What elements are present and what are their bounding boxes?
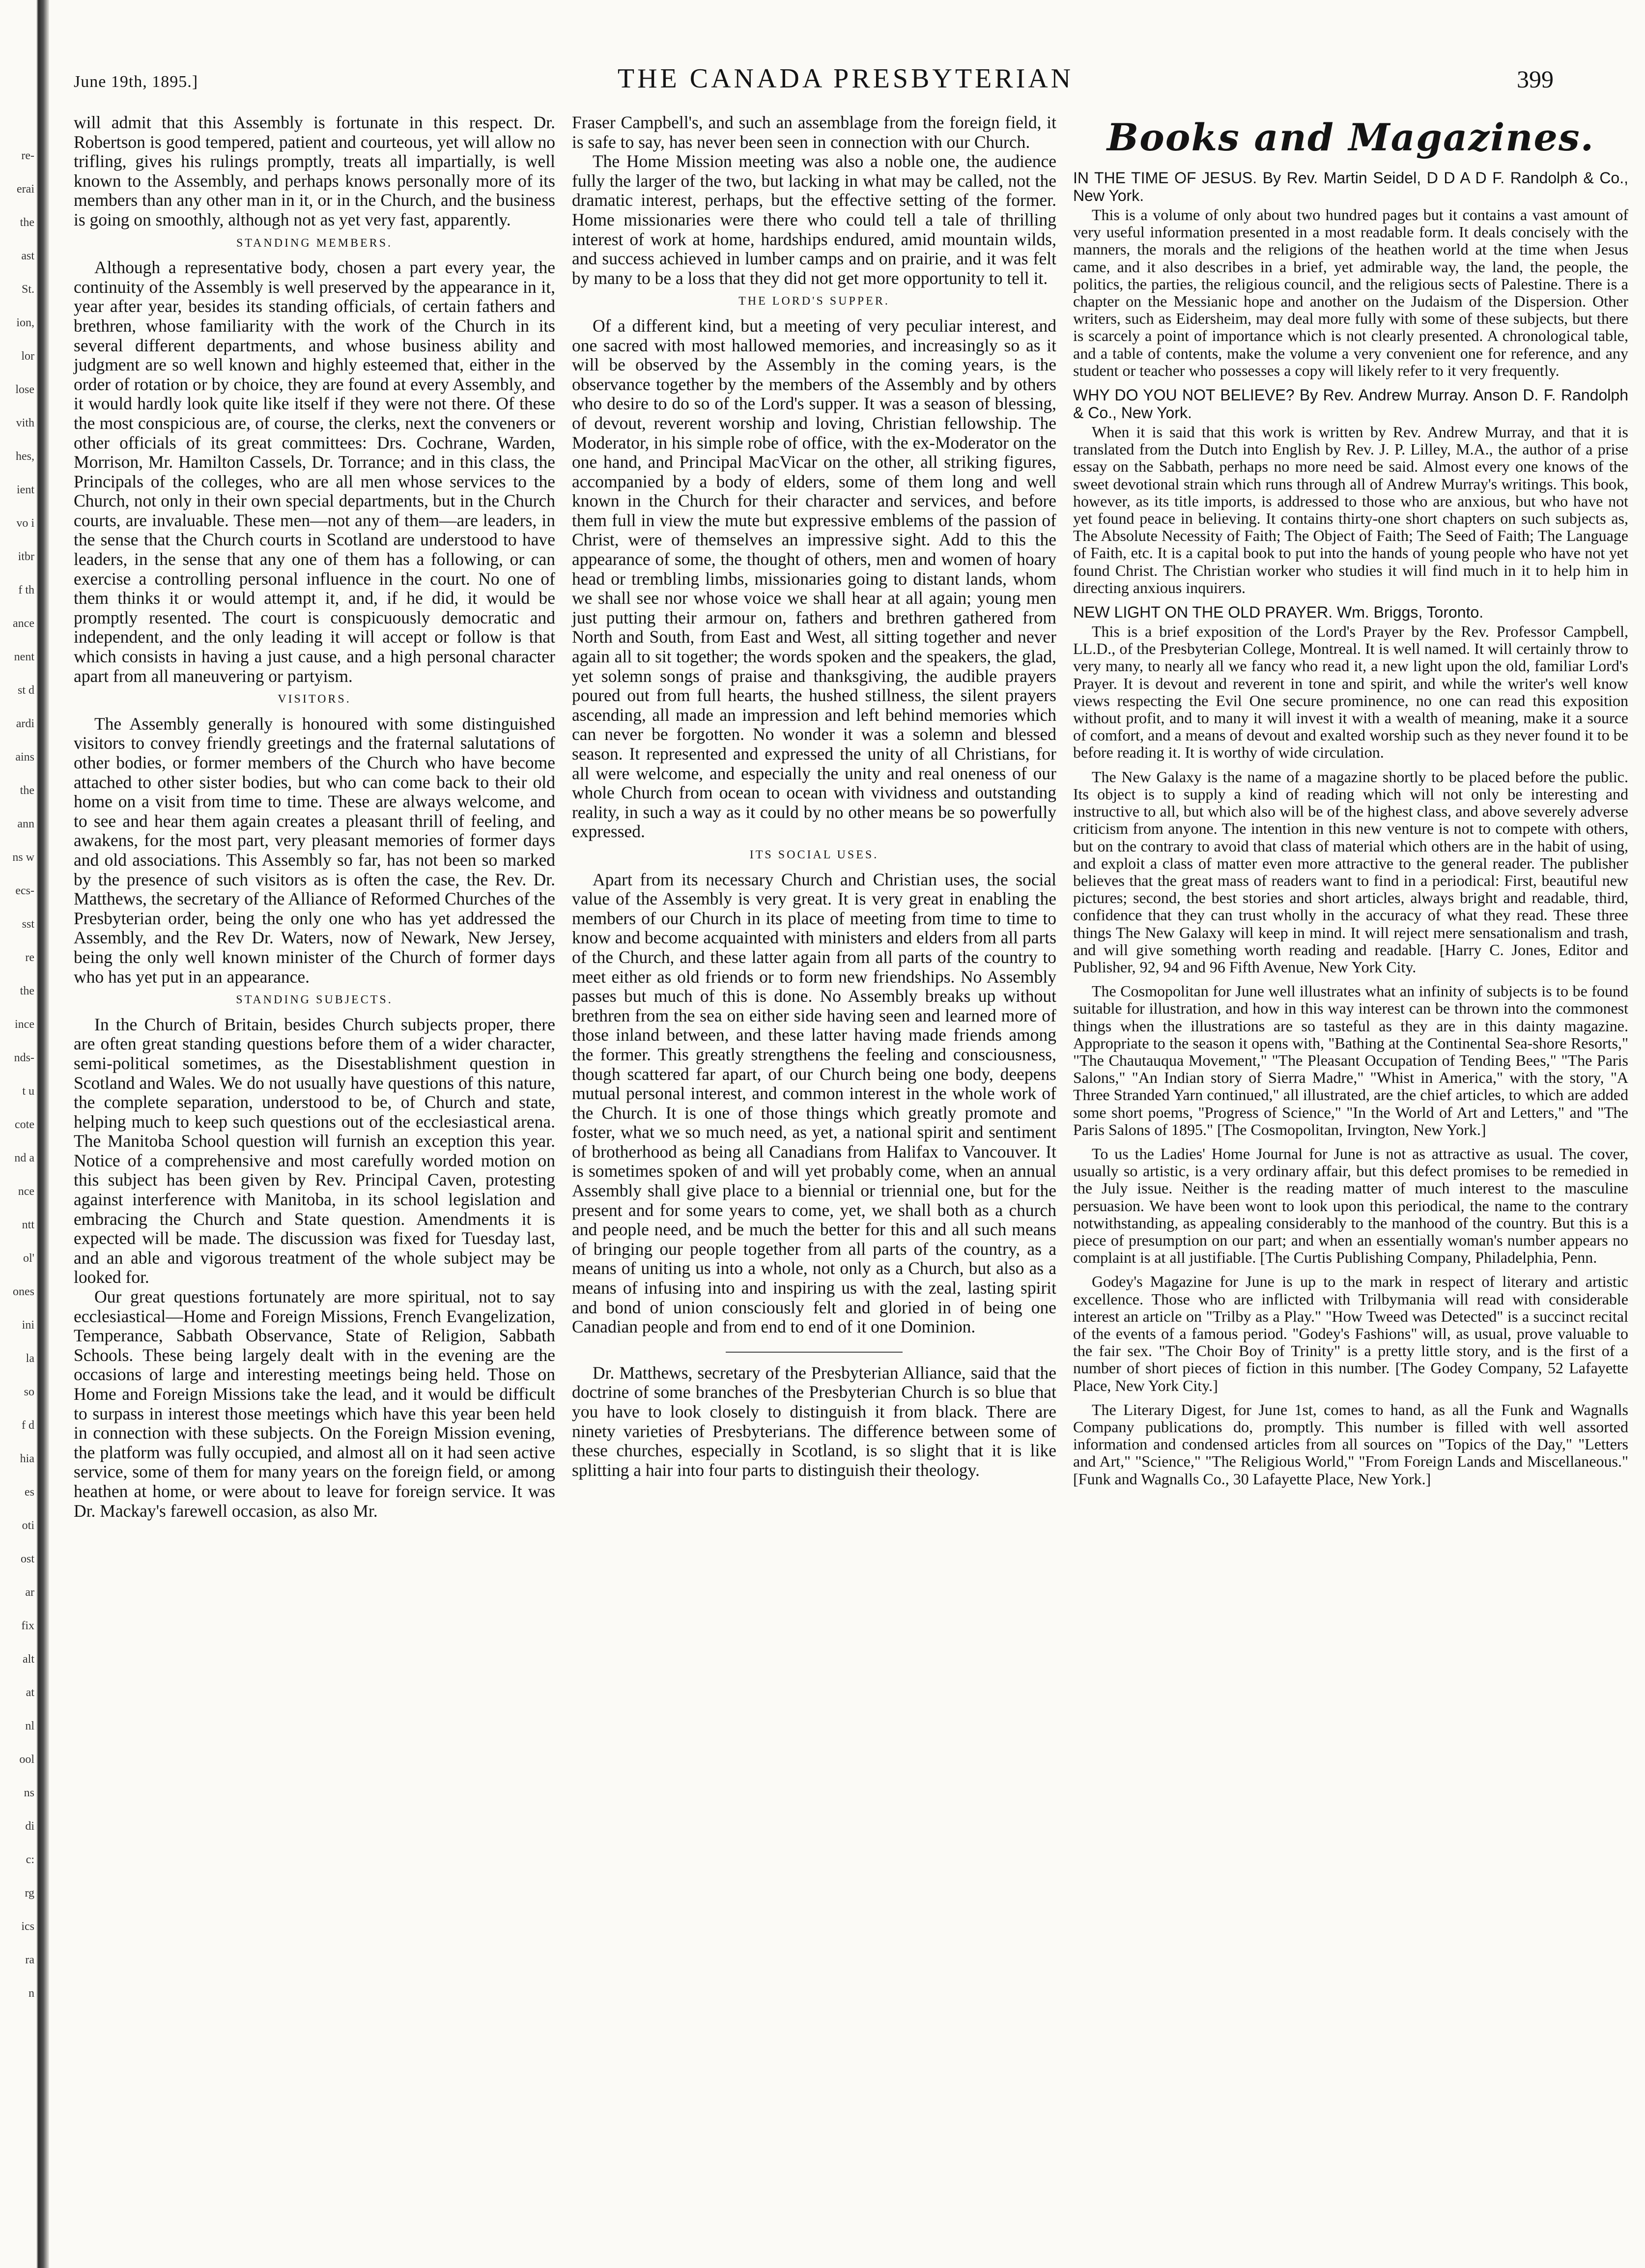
magazine-note: The Literary Digest, for June 1st, comes to hand, as all the Funk and Wagnalls Company publications do, promptly. This number is filled with well assorted information and condensed articles from all sources on "Topics of the Day," "Letters and Art," "Science," "The Religious World," "From Foreign Lands and Miscellaneous." [Funk and Wagnalls Co., 30 Lafayette Place, New York.] [1073,1400,1628,1488]
margin-fragment: St. [21,283,34,296]
paragraph: Dr. Matthews, secretary of the Presbyterian Alliance, said that the doctrine of some branches of the Presbyterian Church is so blue that you have to look closely to distinguish it from black. There are ninety varieties of Presbyterians. The difference between some of these churches, especially in Scotland, is so slight that it is like splitting a hair into four parts to distinguish their theology. [572,1362,1056,1480]
margin-fragment: ecs- [15,884,34,897]
margin-fragment: ics [21,1920,34,1933]
column-3-books-and-magazines [1073,113,1628,1495]
margin-fragment: ains [15,751,34,764]
paragraph: will admit that this Assembly is fortunate in this respect. Dr. Robertson is good tempered, patient and courteous, yet will allow no trifling, gives his rulings promptly, treats all impartially, is well known to the Assembly, and perhaps knows personally more of its members than any other man in it, or in the Church, and the business is going on smoothly, although not as yet very fast, apparently. [74,113,555,229]
paragraph: Apart from its necessary Church and Christian uses, the social value of the Assembly is very great. It is very great in enabling the members of our Church in its place of meeting from time to time to know and become acquainted with ministers and elders from all parts of the Church, and these latter again from all parts of the country to meet either as old friends or to form new friendships. No Assembly passes but much of this is done. No Assembly breaks up without brethren from the sea on either side having seen and learned more of those inland between, and these latter having made friends among the former. This greatly strengthens the feeling and consciousness, though scattered far apart, of our Church being one body, deepens mutual personal interest, and common interest in the whole work of the Church. It is one of those things which greatly promote and foster, what we so much need, as yet, a national spirit and sentiment of brotherhood as being all Canadians from Halifax to Vancouver. It is sometimes spoken of and will yet probably come, when an annual Assembly shall give place to a biennial or triennial one, but for the present and for some years to come, yet, we shall both as a church and people need, and be much the better for this and all such means of bringing our people together from all parts of the country, as a means of uniting us into a whole, not only as a Church, but also as a means of infusing into and inspiring us with the zeal, lasting spirit and bond of union consciously felt and gloried in of being one Canadian people and from end to end of it one Dominion. [572,869,1056,1337]
margin-fragment: sst [22,918,34,931]
review-title: NEW LIGHT ON THE OLD PRAYER. Wm. Briggs, Toronto. [1073,603,1484,622]
margin-fragment: itbr [18,550,34,563]
margin-fragment: alt [23,1653,34,1666]
margin-fragment: re- [21,149,34,162]
column-1 [74,113,555,1521]
magazine-note: The Cosmopolitan for June well illustrates what an infinity of subjects is to be found suitable for illustration, and how in this way interest can be thrown into the commonest things when the illustrations are so tasteful as they are in this dainty magazine. Appropriate to the season it opens with, "Bathing at the Continental Sea-shore Resorts," "The Chautauqua Movement," "The Pleasant Occupation of Tending Bees," "The Paris Salons," "An Indian story of Sierra Madre," "Whist in America," with the story, "A Three Stranded Yarn continued," all illustrated, are the chief articles, to which are added some short poems, "Progress of Science," "In the World of Art and Letters," and "The Paris Salons of 1895." [The Cosmopolitan, Irvington, New York.] [1073,982,1628,1138]
margin-fragment: hia [20,1452,34,1465]
margin-fragment: so [24,1386,34,1398]
magazine-note: Godey's Magazine for June is up to the mark in respect of literary and artistic excellence. Those who are inflicted with Trilbymania will read with considerable interest an article on "Trilby as a Play." "How Tweed was Detected" is a succinct recital of the events of a famous period. "Godey's Fashions" will, as usual, prove valuable to the fair sex. "The Choir Boy of Trinity" is a pretty little story, and is the first of a number of short pieces of fiction in this number. [The Godey Company, 52 Lafayette Place, New York City.] [1073,1273,1628,1394]
column-2 [572,113,1056,1480]
paragraph: Our great questions fortunately are more spiritual, not to say ecclesiastical—Home and Foreign Missions, French Evangelization, Temperance, Sabbath Observance, State of Religion, Sabbath Schools. These being largely dealt with in the evening are the occasions of large and interesting meetings being held. Those on Home and Foreign Missions take the lead, and it would be difficult to surpass in interest those meetings which have this year been held in connection with these subjects. On the Foreign Mission evening, the platform was fully occupied, and almost all on it had seen active service, some of them for many years on the foreign field, or among heathen at home, or were about to leave for foreign service. It was Dr. Mackay's farewell occasion, as also Mr. [74,1287,555,1521]
paragraph: Fraser Campbell's, and such an assemblage from the foreign field, it is safe to say, has never been seen in connection with our Church. [572,113,1056,152]
margin-fragment: ool [19,1753,34,1766]
margin-fragment: n [28,1987,34,2000]
margin-fragment: t u [22,1085,34,1098]
margin-fragment: ast [21,250,34,262]
margin-fragment: nl [25,1720,34,1732]
margin-fragment: erai [17,183,34,196]
page-number: 399 [1517,65,1554,93]
margin-fragment: f d [22,1419,34,1432]
margin-fragment: cote [15,1118,34,1131]
margin-fragment: rg [25,1887,34,1899]
margin-fragment: nent [14,651,34,663]
margin-fragment: ance [13,617,34,630]
subheading-social-uses: ITS SOCIAL USES. [749,848,879,861]
paragraph: The Home Mission meeting was also a noble one, the audience fully the larger of the two, but lacking in what may be called, not the dramatic interest, perhaps, but the effective setting of the former. Home missionaries were there who could tell a tale of thrilling interest of work at home, hardships endured, amid mountain wilds, and success achieved in lumber camps and on prairie, and it was felt by many to be a loss that they did not get more opportunity to tell it. [572,151,1056,288]
margin-fragment: oti [22,1519,34,1532]
margin-fragment: ol' [23,1252,34,1265]
margin-fragment: st d [17,684,34,697]
margin-fragment: f th [18,584,34,596]
margin-fragment: c: [26,1853,34,1866]
margin-fragment: the [20,784,34,797]
magazine-note: The New Galaxy is the name of a magazine shortly to be placed before the public. Its object is to supply a kind of reading which will not only be interesting and instructive to all, but which also will be of the highest class, and above severely adverse criticism from anyone. The intention in this new venture is not to compete with others, but on the contrary to avoid that class of material which others are in the habit of using, and exploit a class of matter even more attractive to the general reader. The publisher believes that the great mass of readers want to find in a periodical: First, beautiful new pictures; second, the best stories and short articles, always bright and readable, third, confidence that they can trust wholly in the accuracy of what they read. These three things The New Galaxy will keep in mind. It will reject mere sensationalism and trash, and will give something worth reading and readable. [Harry C. Jones, Editor and Publisher, 92, 94 and 96 Fifth Avenue, New York City. [1073,767,1628,976]
margin-fragment: ost [20,1553,34,1565]
margin-fragment: ardi [16,717,34,730]
margin-fragment: ion, [16,316,34,329]
margin-fragment: lose [15,383,34,396]
page-header [74,63,1617,102]
margin-fragment: ann [17,818,34,830]
paragraph: In the Church of Britain, besides Church subjects proper, there are often great standing questions before them of a wider character, semi-political sometimes, as the Disestablishment question in Scotland and Wales. We do not usually have questions of this nature, the complete separation, understood to be, of Church and state, helping much to keep such questions out of the ecclesiastical arena. The Manitoba School question will furnish an exception this year. Notice of a comprehensive and most carefully worded motion on this subject has been given by Rev. Principal Caven, protesting against interference with Manitoba, in its school legislation and embracing the Church and State question. Amendments it is expected will be made. The discussion was fixed for Tuesday last, and an able and vigorous treatment of the whole subject may be looked for. [74,1014,555,1287]
margin-fragment: ntt [22,1219,34,1231]
margin-fragment: the [20,216,34,229]
margin-fragment: vith [16,417,34,429]
margin-fragment: at [26,1686,34,1699]
subheading-lords-supper: THE LORD'S SUPPER. [738,295,890,308]
margin-fragment: vo i [16,517,34,530]
margin-fragment: the [20,985,34,997]
review-body: This is a volume of only about two hundred pages but it contains a vast amount of very useful information presented in a most readable form. It deals concisely with the manners, the morals and the religions of the heathen world at the time when Jesus came, and it also describes in a brief, yet admirable way, the land, the people, the politics, the parties, the religious council, and the religious sects of Palestine. There is a chapter on the Messianic hope and another on the Judaism of the Dispersion. Other writers, such as Eidersheim, may deal more fully with some of these subjects, but there is scarcely a point of importance which is not clearly presented. A chronological table, and a table of contents, make the volume a very convenient one for reference, and any student or teacher who possesses a copy will likely refer to it very frequently. [1073,206,1628,379]
margin-fragment: ns [24,1786,34,1799]
paragraph: Of a different kind, but a meeting of very peculiar interest, and one sacred with most hallowed memories, and increasingly so as it will be observed by the Assembly in the coming years, is the observance together by the members of the Assembly and by others who desire to do so of the Lord's supper. It was a season of blessing, of devout, reverent worship and loving, Christian fellowship. The Moderator, in his simple robe of office, with the ex-Moderator on the one hand, and Principal MacVicar on the other, all striking figures, accompanied by a body of elders, some of them long and well known in the Church for their character and services, and before them full in view the mute but expressive emblems of the passion of Christ, were of themselves an impressive sight. Add to this the appearance of some, the thought of others, men and women of hoary head or trembling limbs, missionaries going to distant lands, whom we shall see nor whose voice we shall hear at all again; young men just putting their armour on, fathers and brethren gathered from North and South, from East and West, all sitting together and never again all to sit together; the words spoken and the speakers, the glad, yet solemn songs of praise and thanksgiving, the audible prayers poured out from full hearts, the hushed stillness, the silent prayers ascending, all made an impression and left behind memories which can never be forgotten. No wonder it was a solemn and blessed season. It represented and expressed the unity of all Christians, for all were welcome, and especially the unity and real oneness of our whole Church from ocean to ocean with vividness and outstanding reality, in such a way as it could by no other means be so powerfully expressed. [572,315,1056,842]
review-body: This is a brief exposition of the Lord's Prayer by the Rev. Professor Campbell, LL.D., of the Presbyterian College, Montreal. It is well named. It will certainly throw to very many, to nearly all we fancy who read it, a new light upon the old, familiar Lord's Prayer. It is devout and reverent in tone and spirit, and while the writer's well know views respecting the Evil One secure prominence, no one can read this exposition without profit, and to many it will invest it with a wealth of meaning, make it a source of comfort, and a means of devout and exalted worship such as they never found it to be before reading it. It is worthy of wide circulation. [1073,623,1628,762]
margin-fragment: ient [17,483,34,496]
subheading-standing-subjects: STANDING SUBJECTS. [236,993,393,1007]
magazine-note: To us the Ladies' Home Journal for June is not as attractive as usual. The cover, usually so artistic, is a very ordinary affair, but this defect promises to be remedied in the July issue. Neither is the reading matter of much interest to the masculine persuasion. We have been wont to look upon this periodical, the name to the contrary notwithstanding, as appealing considerably to the manhood of the country. But this is a piece of presumption on our part; and when an essentially woman's number appears no complaint is at all justifiable. [The Curtis Publishing Company, Philadelphia, Penn. [1073,1144,1628,1267]
margin-fragment: ar [25,1586,34,1599]
margin-fragment: lor [21,350,34,363]
margin-fragment: re [25,951,34,964]
subheading-standing-members: STANDING MEMBERS. [236,236,393,250]
margin-fragment: nce [18,1185,34,1198]
section-divider [726,1352,903,1353]
subheading-visitors: VISITORS. [278,693,351,706]
margin-fragment: es [25,1486,34,1499]
review-title: WHY DO YOU NOT BELIEVE? By Rev. Andrew Murray. Anson D. F. Randolph & Co., New York. [1073,386,1628,422]
review-title: IN THE TIME OF JESUS. By Rev. Martin Seidel, D D A D F. Randolph & Co., New York. [1073,169,1628,204]
margin-fragment: ini [22,1319,34,1332]
section-title: Books and Magazines. [1106,115,1595,159]
margin-fragment: nds- [14,1051,34,1064]
margin-fragment: ince [15,1018,34,1031]
paragraph: Although a representative body, chosen a part every year, the continuity of the Assembly is well preserved by the appearance in it, year after year, besides its standing officials, of certain fathers and brethren, whose familiarity with the work of the Church in its several different departments, and whose business ability and judgment are so well known and highly esteemed that, either in the order of rotation or by choice, they are found at every Assembly, and it would hardly look quite like itself if they were not there. Of these the most conspicious are, of course, the clerks, next the conveners or other officials of its great committees: Drs. Cochrane, Warden, Morrison, Mr. Hamilton Cassels, Dr. Torrance; and in this class, the Principals of the colleges, who are all men whose services to the Church, not only in their own special departments, but in the Church courts, are invaluable. These men—not any of them—are leaders, in the sense that the Church courts in Scotland are understood to have leaders, in the sense that any one of them has a following, or can exercise a controlling personal influence in the court. No one of them thinks it or would attempt it, and, if he did, it would be promptly resented. The court is conspicuously democratic and independent, and the only leading it will accept or follow is that which consists in having a just cause, and a high personal character apart from all maneuvering or partyism. [74,257,555,686]
review-body: When it is said that this work is written by Rev. Andrew Murray, and that it is translated from the Dutch into English by Rev. J. P. Lilley, M.A., the author of a prise essay on the Sabbath, perhaps no more need be said. Almost every one knows of the sweet devotional strain which runs through all of Andrew Murray's writings. This book, however, as its title imports, is addressed to those who are anxious, but who have not yet found peace in believing. It contains thirty-one short chapters on such subjects as, The Absolute Necessity of Faith; The Object of Faith; The Seed of Faith; The Language of Faith, etc. It is a capital book to put into the hands of young people who have not yet found Christ. The Christian worker who studies it will find much in it to help him in directing anxious inquirers. [1073,423,1628,596]
margin-fragment: nd a [14,1152,34,1164]
margin-fragment: hes, [16,450,34,463]
margin-fragment: ones [13,1285,34,1298]
publication-title: THE CANADA PRESBYTERIAN [617,63,1074,94]
margin-fragment: fix [21,1619,34,1632]
margin-fragment: la [26,1352,34,1365]
margin-fragment: ra [25,1954,34,1966]
margin-fragment: ns w [12,851,34,864]
issue-date: June 19th, 1895.] [74,73,199,91]
paragraph: The Assembly generally is honoured with some distinguished visitors to convey friendly greetings and the fraternal salutations of other bodies, or former members of the Church who have become attached to other sister bodies, but who can come back to their old home on a visit from time to time. These are always welcome, and to see and hear them again creates a pleasant thrill of feeling, and awakens, for the most part, very pleasant memories of former days and old associations. This Assembly so far, has not been so marked by the presence of such visitors as is often the case, the Rev. Dr. Matthews, the secretary of the Alliance of Reformed Churches of the Presbyterian order, being the only one who has yet addressed the Assembly, and the Rev Dr. Waters, now of Newark, New Jersey, being the only well known minister of the Church of former days who has yet put in an appearance. [74,713,555,987]
margin-fragment: di [25,1820,34,1833]
